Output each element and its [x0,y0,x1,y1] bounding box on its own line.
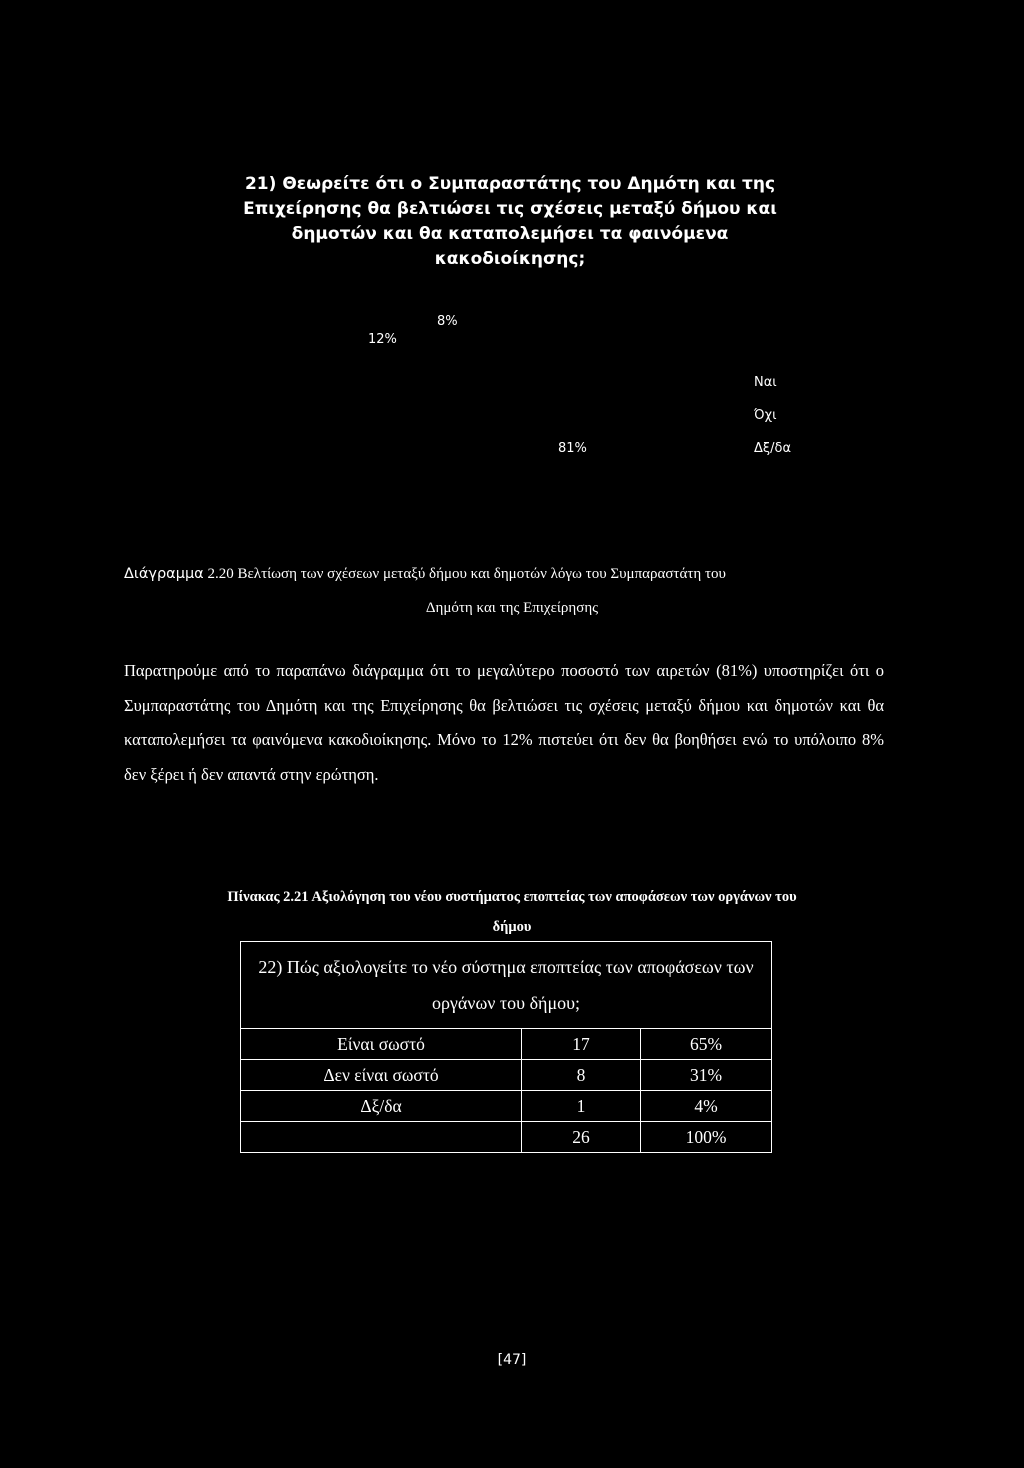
chart-caption-line2: Δημότη και της Επιχείρησης [425,600,599,616]
row-label [241,1122,522,1153]
chart-caption-lead: Διάγραμμα [124,566,204,582]
table-row [241,1029,772,1060]
row-percent: 100% [641,1122,772,1153]
table-header-row [241,942,772,1029]
page-number: [47] [497,1352,527,1368]
survey-table [240,941,772,1153]
data-label-12: 12% [368,332,397,347]
row-count: 26 [522,1122,641,1153]
row-percent: 31% [641,1060,772,1091]
row-label: Δεν είναι σωστό [241,1060,522,1091]
row-label: Είναι σωστό [241,1029,522,1060]
pie-slices [440,330,560,450]
table-question: 22) Πώς αξιολογείτε το νέο σύστημα εποπτείας των αποφάσεων των οργάνων του δήμου; [241,942,772,1029]
data-label-8: 8% [437,314,458,329]
row-label: Δξ/δα [241,1091,522,1122]
legend-entry-no: Όχι [754,408,777,423]
row-count: 1 [522,1091,641,1122]
chart-title: 21) Θεωρείτε ότι ο Συμπαραστάτης του Δημότη και της Επιχείρησης θα βελτιώσει τις σχέσεις μεταξύ δήμου και δημοτών και θα καταπολεμήσει τα φαινόμενα κακοδιοίκησης; [243,174,777,269]
row-percent: 65% [641,1029,772,1060]
legend-entry-dont-know: Δξ/δα [754,441,792,456]
body-paragraph: Παρατηρούμε από το παραπάνω διάγραμμα ότι το μεγαλύτερο ποσοστό των αιρετών (81%) υποστηρίζει ότι ο Συμπαραστάτης του Δημότη και της Επιχείρησης θα βελτιώσει τις σχέσεις μεταξύ δήμου και δημοτών και θα καταπολεμήσει τα φαινόμενα κακοδιοίκησης. Μόνο το 12% πιστεύει ότι δεν θα βοηθήσει ενώ το υπόλοιπο 8% δεν ξέρει ή δεν απαντά στην ερώτηση. [124,661,884,784]
table-total-row [241,1122,772,1153]
table [240,941,772,1153]
data-label-81: 81% [558,441,587,456]
row-count: 8 [522,1060,641,1091]
table-row [241,1091,772,1122]
table-caption [124,885,900,939]
legend-entry-yes: Ναι [754,375,777,390]
table-caption-line1: Πίνακας 2.21 Αξιολόγηση του νέου συστήματος εποπτείας των αποφάσεων των οργάνων του [227,889,797,905]
pie-chart [340,300,840,470]
table-caption-line2: δήμου [492,919,532,935]
chart-caption-line1 [124,563,900,585]
row-count: 17 [522,1029,641,1060]
table-row [241,1060,772,1091]
row-percent: 4% [641,1091,772,1122]
chart-caption-rest: 2.20 Βελτίωση των σχέσεων μεταξύ δήμου και δημοτών λόγω του Συμπαραστάτη του [203,566,726,582]
